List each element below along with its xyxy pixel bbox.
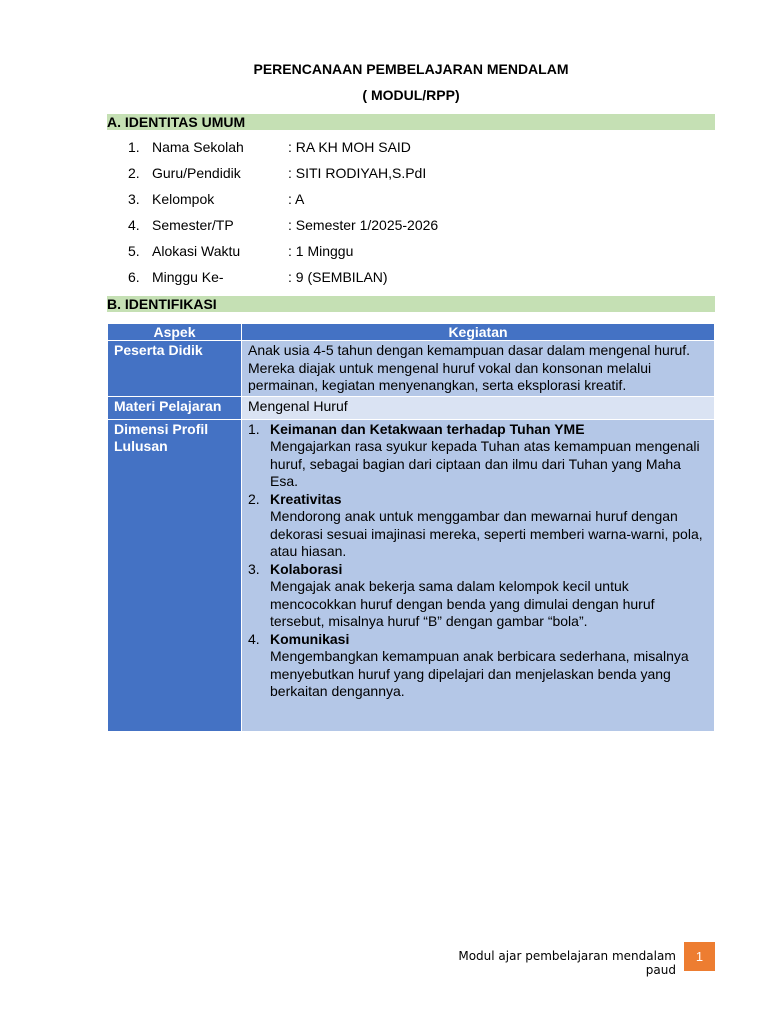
item-text: Mengajak anak bekerja sama dalam kelompok kecil untuk mencocokkan huruf dengan benda yang dimulai dengan huruf tersebut, misalnya huruf “B” dengan gambar “bola”. — [270, 578, 655, 629]
list-item — [248, 491, 708, 561]
table-row — [108, 396, 715, 419]
list-item — [248, 561, 708, 631]
item-label: Guru/Pendidik — [152, 165, 241, 181]
item-number: 1. — [248, 420, 260, 437]
identitas-item — [107, 266, 715, 292]
item-number: 3. — [128, 191, 140, 207]
table-header-row — [108, 324, 715, 341]
dimensi-list — [248, 421, 708, 701]
identitas-list — [107, 136, 715, 292]
section-a-heading: A. IDENTITAS UMUM — [107, 114, 715, 130]
list-item — [248, 631, 708, 701]
aspect-cell: Dimensi Profil Lulusan — [108, 419, 242, 731]
item-value: : SITI RODIYAH,S.PdI — [288, 165, 427, 181]
table-row — [108, 419, 715, 731]
item-value: : 9 (SEMBILAN) — [288, 269, 388, 285]
item-label: Minggu Ke- — [152, 269, 224, 285]
table-row — [108, 341, 715, 397]
item-number: 4. — [128, 217, 140, 233]
page-number: 1 — [684, 942, 715, 971]
item-number: 1. — [128, 139, 140, 155]
item-label: Nama Sekolah — [152, 139, 244, 155]
item-number: 4. — [248, 630, 260, 647]
item-heading: Keimanan dan Ketakwaan terhadap Tuhan YME — [270, 420, 585, 437]
identitas-item — [107, 162, 715, 188]
item-label: Semester/TP — [152, 217, 234, 233]
kegiatan-cell — [242, 419, 715, 731]
item-label: Kelompok — [152, 191, 215, 207]
identifikasi-table — [107, 323, 715, 732]
item-text: Mengembangkan kemampuan anak berbicara sederhana, misalnya menyebutkan huruf yang dipelajari dan menjelaskan benda yang berkaitan dengannya. — [270, 648, 689, 699]
identitas-item — [107, 214, 715, 240]
kegiatan-cell: Mengenal Huruf — [242, 396, 715, 419]
item-number: 2. — [128, 165, 140, 181]
aspect-cell: Materi Pelajaran — [108, 396, 242, 419]
item-heading: Kreativitas — [270, 490, 342, 507]
footer-text: Modul ajar pembelajaran mendalam paud — [458, 949, 676, 977]
aspect-cell: Peserta Didik — [108, 341, 242, 397]
item-heading: Kolaborasi — [270, 560, 343, 577]
header-aspek: Aspek — [108, 324, 242, 341]
item-value: : RA KH MOH SAID — [288, 139, 411, 155]
item-number: 5. — [128, 243, 140, 259]
identitas-item — [107, 136, 715, 162]
kegiatan-cell: Anak usia 4-5 tahun dengan kemampuan dasar dalam mengenal huruf. Mereka diajak untuk mengenal huruf vokal dan konsonan melalui permainan, kegiatan menyenangkan, serta eksplorasi kreatif. — [242, 341, 715, 397]
item-value: : A — [288, 191, 305, 207]
document-title: PERENCANAAN PEMBELAJARAN MENDALAM — [253, 61, 569, 77]
item-label: Alokasi Waktu — [152, 243, 241, 259]
item-number: 6. — [128, 269, 140, 285]
item-heading: Komunikasi — [270, 630, 350, 647]
header-kegiatan: Kegiatan — [242, 324, 715, 341]
item-text: Mengajarkan rasa syukur kepada Tuhan atas kemampuan mengenali huruf, sebagai bagian dari ciptaan dan ilmu dari Tuhan yang Maha Esa. — [270, 438, 700, 489]
document-subtitle: ( MODUL/RPP) — [362, 87, 460, 103]
item-number: 3. — [248, 560, 260, 577]
list-item — [248, 421, 708, 491]
item-text: Mendorong anak untuk menggambar dan mewarnai huruf dengan dekorasi sesuai imajinasi mereka, seperti memberi warna-warni, pola, atau hiasan. — [270, 508, 703, 559]
section-b-heading: B. IDENTIFIKASI — [107, 296, 715, 312]
item-number: 2. — [248, 490, 260, 507]
identitas-item — [107, 188, 715, 214]
item-value: : Semester 1/2025-2026 — [288, 217, 439, 233]
identitas-item — [107, 240, 715, 266]
item-value: : 1 Minggu — [288, 243, 354, 259]
